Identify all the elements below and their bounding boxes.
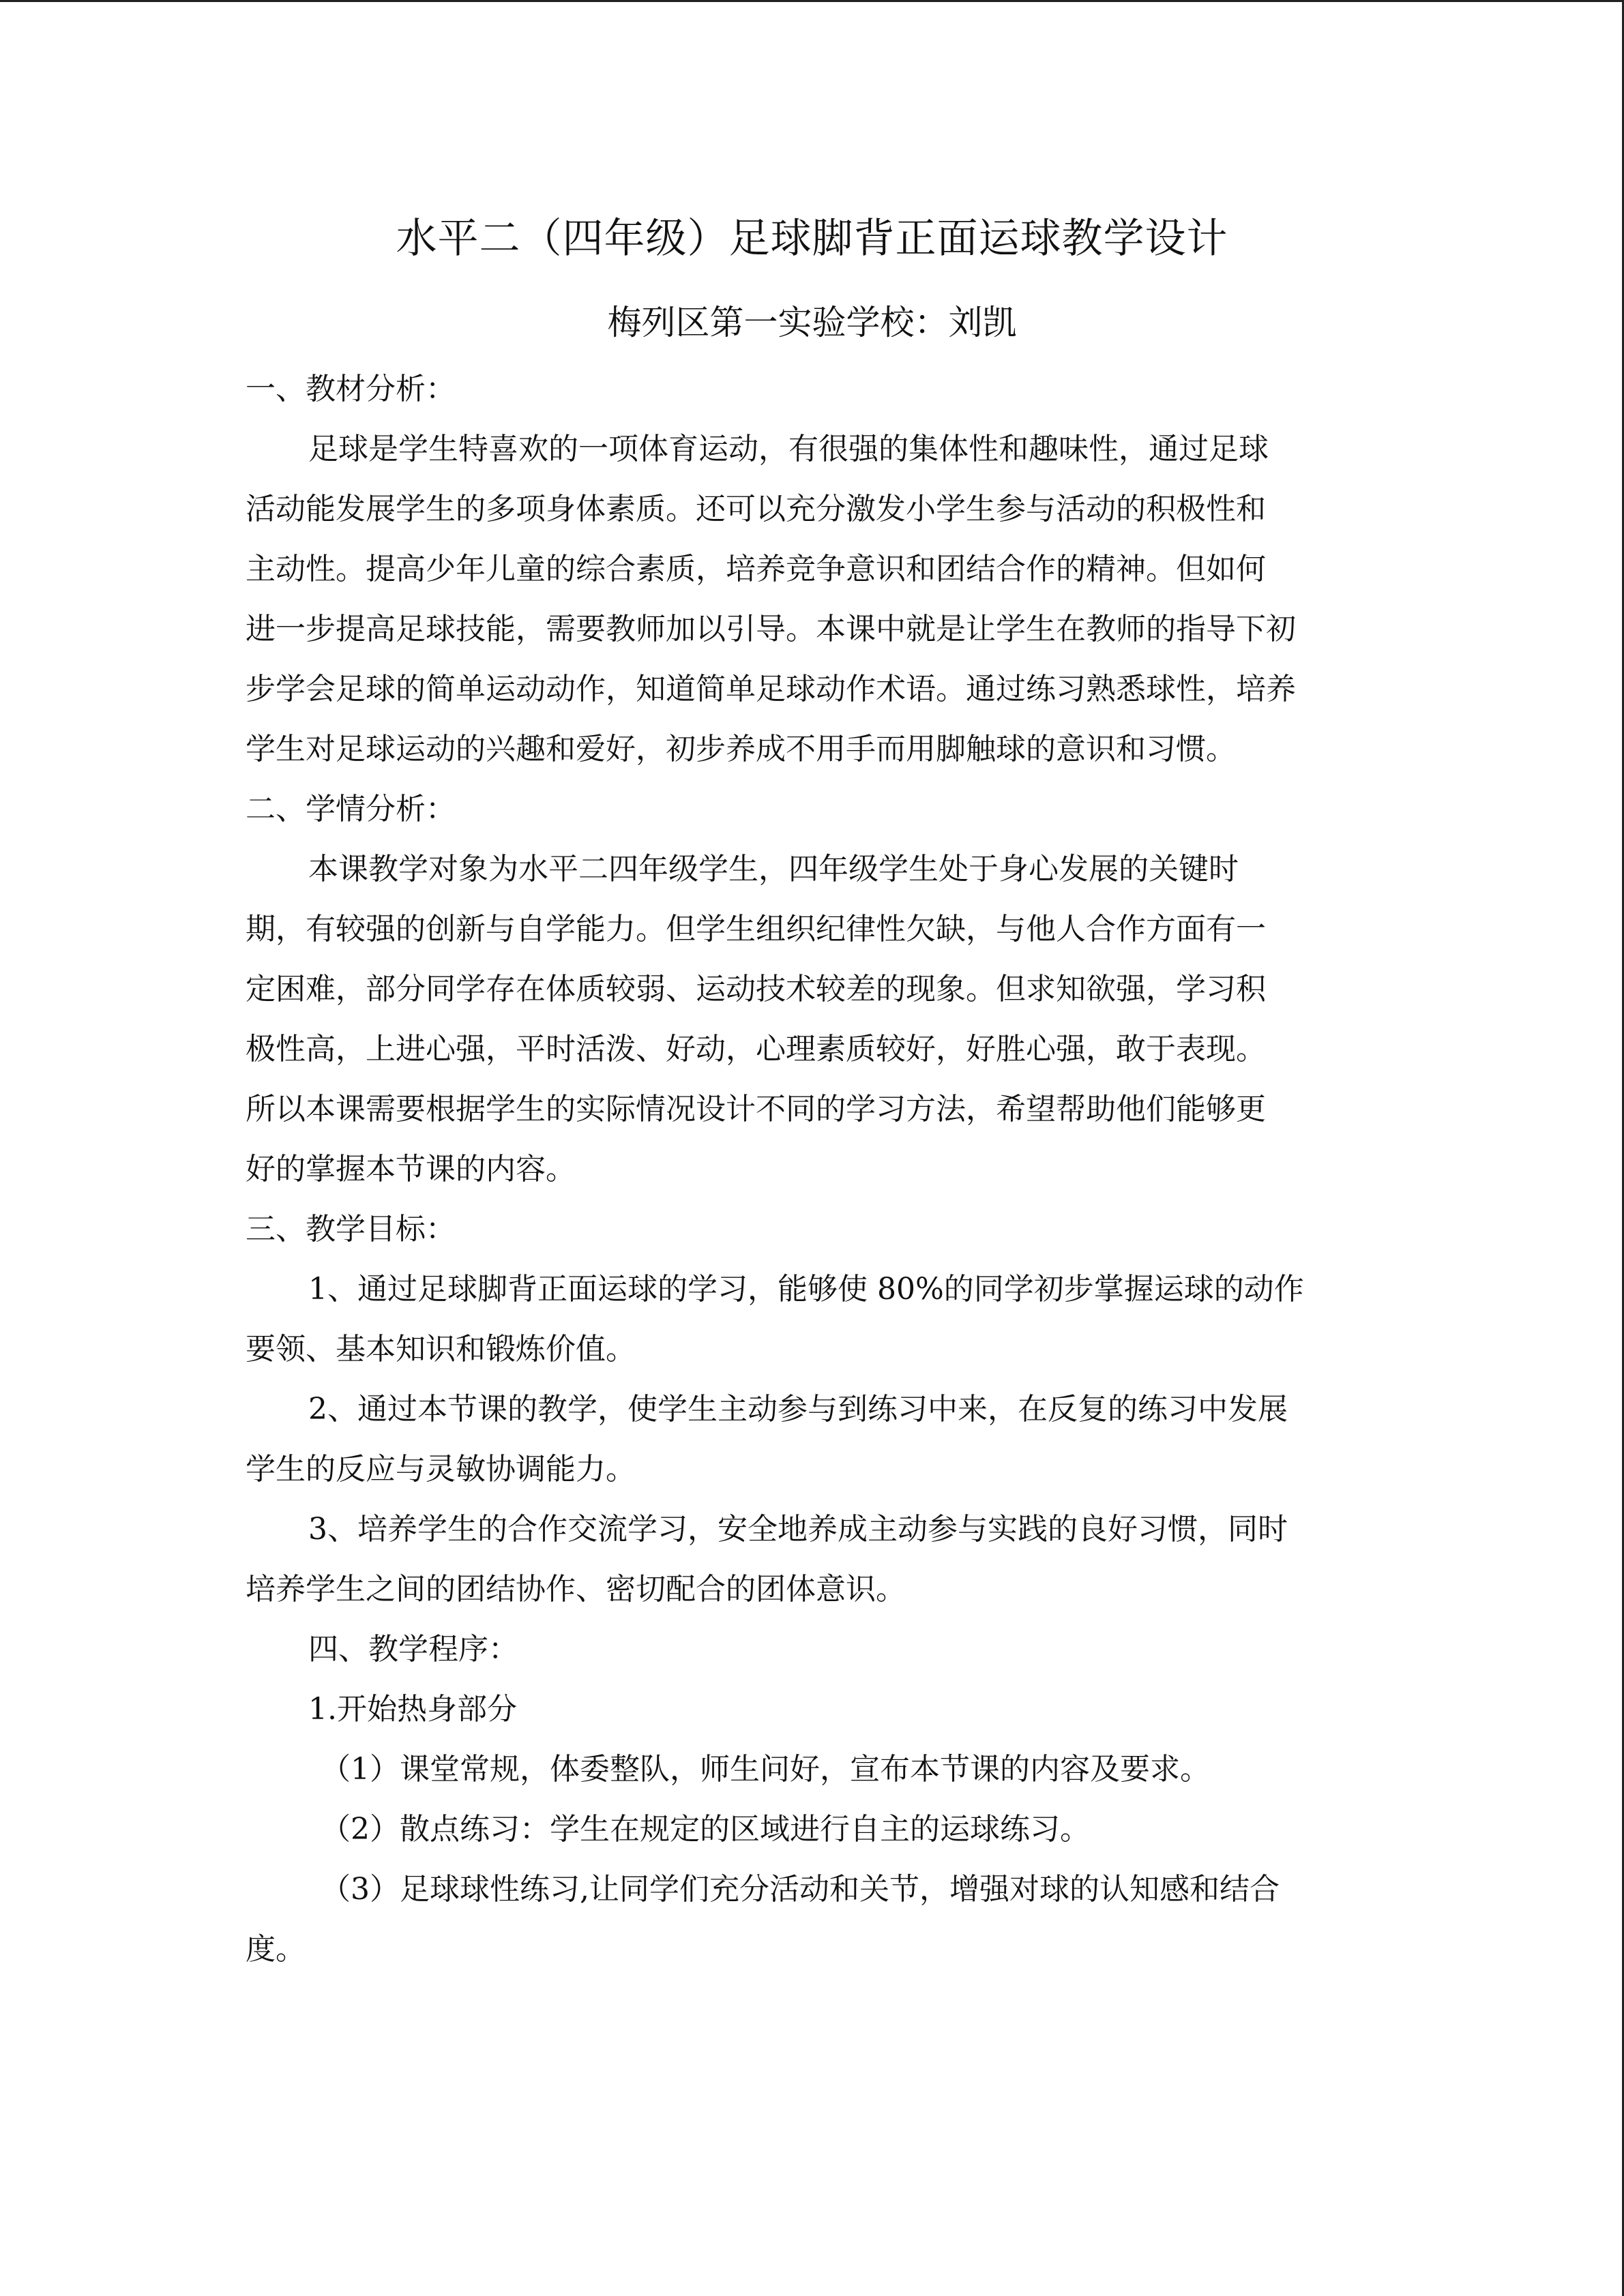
- text-line: 足球是学生特喜欢的一项体育运动，有很强的集体性和趣味性，通过足球: [308, 432, 1269, 466]
- text-line: 进一步提高足球技能，需要教师加以引导。本课中就是让学生在教师的指导下初: [246, 612, 1296, 646]
- document-author: 梅列区第一实验学校：刘凯: [607, 303, 1017, 342]
- text-line: 定困难，部分同学存在体质较弱、运动技术较差的现象。但求知欲强，学习积: [246, 972, 1266, 1007]
- goal-line: 3、培养学生的合作交流学习，安全地养成主动参与实践的良好习惯，同时: [308, 1512, 1288, 1547]
- text-line: 本课教学对象为水平二四年级学生，四年级学生处于身心发展的关键时: [308, 852, 1239, 886]
- section-heading-3: 三、教学目标：: [246, 1212, 456, 1247]
- text-line: 好的掌握本节课的内容。: [246, 1152, 576, 1187]
- text-line: 期，有较强的创新与自学能力。但学生组织纪律性欠缺，与他人合作方面有一: [246, 912, 1266, 946]
- document-body: [246, 367, 1378, 1972]
- page-border-top: [0, 0, 1624, 2]
- section-heading-4: 四、教学程序：: [308, 1632, 518, 1667]
- goal-line: 要领、基本知识和锻炼价值。: [246, 1332, 636, 1367]
- text-line: 所以本课需要根据学生的实际情况设计不同的学习方法，希望帮助他们能够更: [246, 1092, 1266, 1127]
- text-line: 极性高，上进心强，平时活泼、好动，心理素质较好，好胜心强，敢于表现。: [246, 1032, 1266, 1067]
- procedure-item: （2）散点练习：学生在规定的区域进行自主的运球练习。: [321, 1812, 1090, 1847]
- text-line: 活动能发展学生的多项身体素质。还可以充分激发小学生参与活动的积极性和: [246, 492, 1266, 526]
- goal-line: 学生的反应与灵敏协调能力。: [246, 1452, 636, 1487]
- procedure-item-continued: 度。: [246, 1932, 306, 1967]
- section-heading-1: 一、教材分析：: [246, 372, 456, 406]
- section-heading-2: 二、学情分析：: [246, 792, 456, 826]
- goal-line: 培养学生之间的团结协作、密切配合的团体意识。: [246, 1572, 906, 1607]
- procedure-item: （1）课堂常规，体委整队，师生问好，宣布本节课的内容及要求。: [321, 1752, 1210, 1787]
- text-line: 学生对足球运动的兴趣和爱好，初步养成不用手而用脚触球的意识和习惯。: [246, 732, 1236, 766]
- text-line: 主动性。提高少年儿童的综合素质，培养竞争意识和团结合作的精神。但如何: [246, 552, 1266, 586]
- text-line: 步学会足球的简单运动动作，知道简单足球动作术语。通过练习熟悉球性，培养: [246, 672, 1296, 706]
- goal-line: 1、通过足球脚背正面运球的学习，能够使 80%的同学初步掌握运球的动作: [308, 1272, 1304, 1307]
- subheading: 1.开始热身部分: [308, 1692, 517, 1727]
- document-title: 水平二（四年级）足球脚背正面运球教学设计: [396, 215, 1228, 263]
- goal-line: 2、通过本节课的教学，使学生主动参与到练习中来，在反复的练习中发展: [308, 1392, 1288, 1427]
- procedure-item: （3）足球球性练习,让同学们充分活动和关节，增强对球的认知感和结合: [321, 1872, 1280, 1907]
